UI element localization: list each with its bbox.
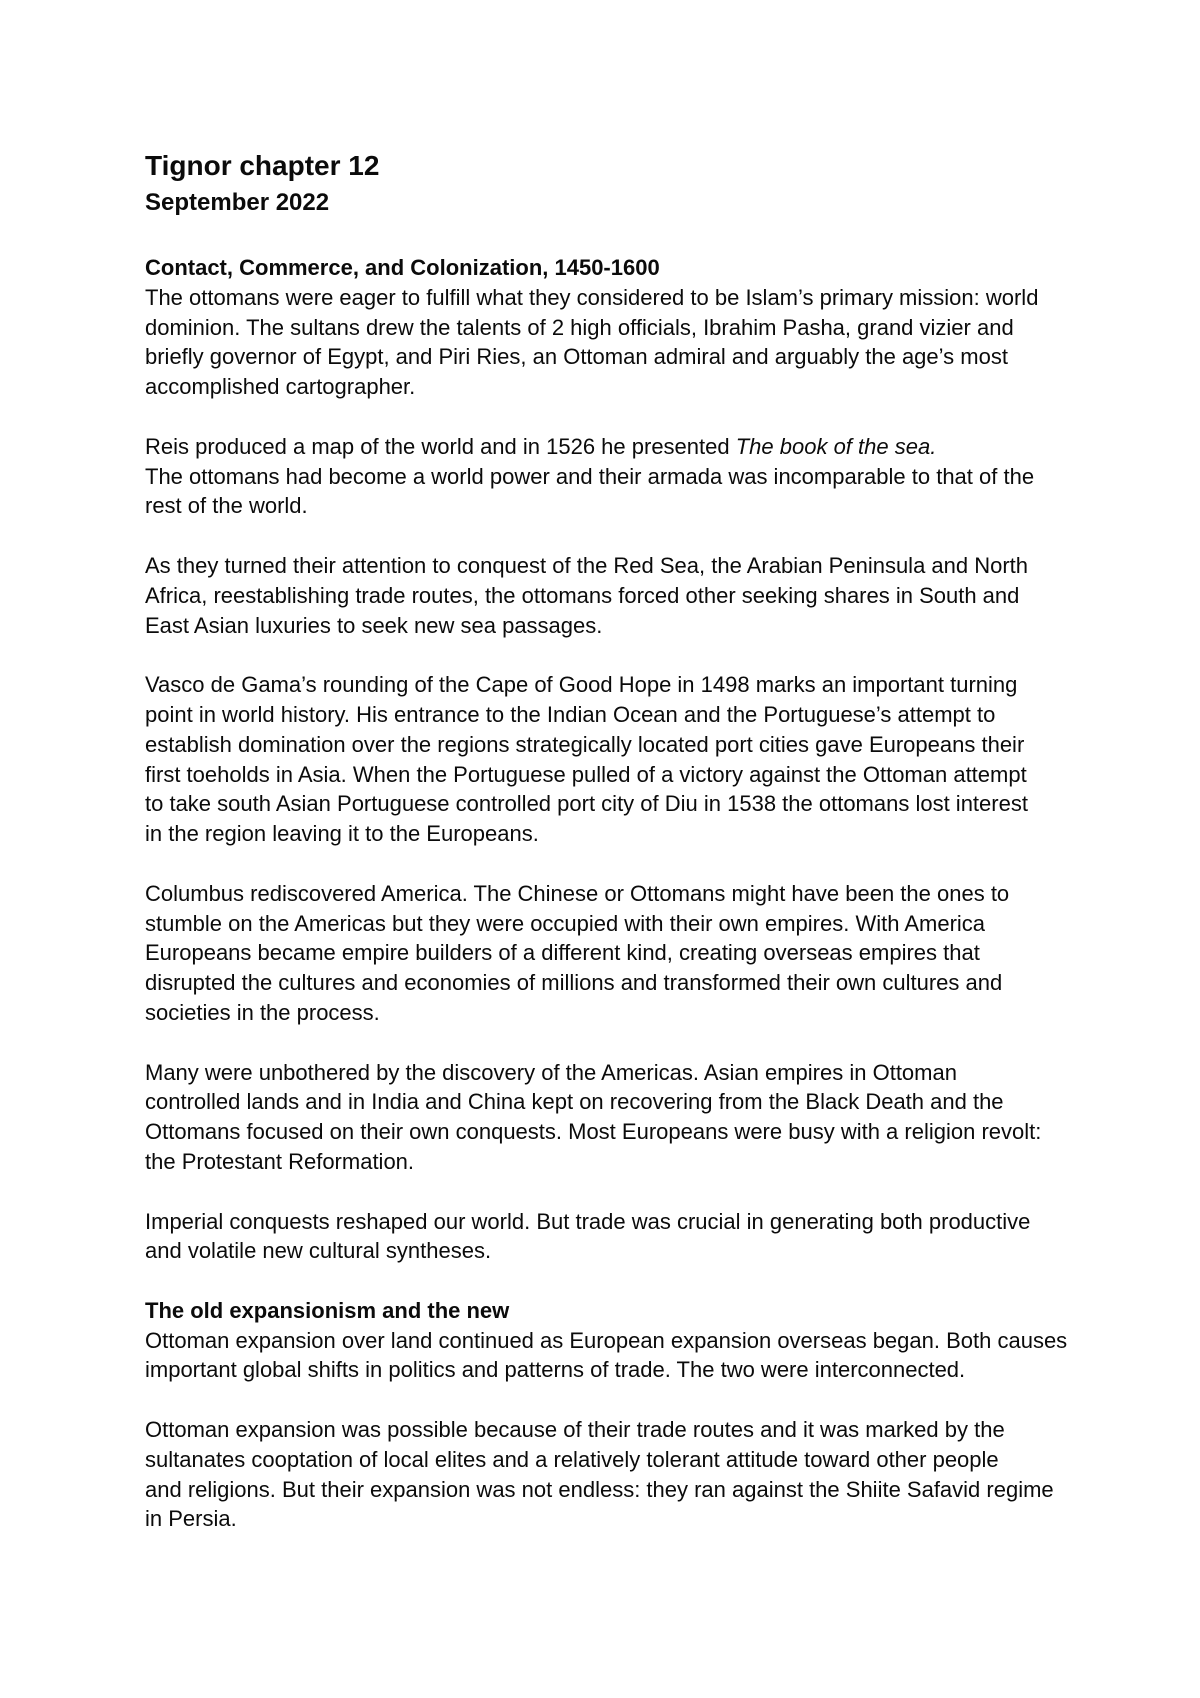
- text-line: rest of the world.: [145, 493, 308, 519]
- section: [145, 253, 1155, 1266]
- text-line: [145, 432, 1155, 462]
- document-title: Tignor chapter 12: [145, 150, 380, 181]
- text-line: disrupted the cultures and economies of millions and transformed their own cultures and: [145, 970, 1003, 996]
- paragraph: [145, 879, 1155, 1028]
- document-date: September 2022: [145, 189, 330, 216]
- text-line: societies in the process.: [145, 999, 380, 1025]
- text-line: first toeholds in Asia. When the Portuguese pulled of a victory against the Ottoman attempt: [145, 761, 1027, 787]
- text-line: in the region leaving it to the Europeans.: [145, 821, 539, 847]
- text-line: The ottomans were eager to fulfill what they considered to be Islam’s primary mission: world: [145, 284, 1039, 310]
- text-line: in Persia.: [145, 1506, 237, 1532]
- text-line: Europeans became empire builders of a different kind, creating overseas empires that: [145, 940, 980, 966]
- text-line: Ottomans focused on their own conquests. Most Europeans were busy with a religion revolt:: [145, 1119, 1042, 1145]
- text-line: and religions. But their expansion was not endless: they ran against the Shiite Safavid regime: [145, 1476, 1054, 1502]
- text-line: East Asian luxuries to seek new sea passages.: [145, 612, 603, 638]
- text-line: stumble on the Americas but they were occupied with their own empires. With America: [145, 910, 986, 936]
- paragraph: [145, 1415, 1155, 1534]
- text-line: The ottomans had become a world power and their armada was incomparable to that of the: [145, 463, 1035, 489]
- section: [145, 1296, 1155, 1534]
- text-line: Many were unbothered by the discovery of the Americas. Asian empires in Ottoman: [145, 1059, 957, 1085]
- document-body: [145, 253, 1155, 1564]
- text-line: important global shifts in politics and patterns of trade. The two were interconnected.: [145, 1357, 966, 1383]
- text-line: briefly governor of Egypt, and Piri Ries, an Ottoman admiral and arguably the age’s most: [145, 344, 1008, 370]
- text-line: sultanates cooptation of local elites and a relatively tolerant attitude toward other people: [145, 1446, 999, 1472]
- text-line: dominion. The sultans drew the talents of 2 high officials, Ibrahim Pasha, grand vizier and: [145, 314, 1014, 340]
- paragraph: [145, 1058, 1155, 1177]
- paragraph: [145, 670, 1155, 849]
- paragraph: [145, 283, 1155, 402]
- text-line: accomplished cartographer.: [145, 374, 416, 400]
- text-line: Ottoman expansion over land continued as European expansion overseas began. Both causes: [145, 1327, 1068, 1353]
- text-line: and volatile new cultural syntheses.: [145, 1238, 492, 1264]
- text-line: Ottoman expansion was possible because of their trade routes and it was marked by the: [145, 1417, 1005, 1443]
- paragraph: [145, 1326, 1155, 1386]
- paragraph: [145, 1207, 1155, 1267]
- paragraph: [145, 432, 1155, 521]
- section-heading: The old expansionism and the new: [145, 1297, 510, 1323]
- book-title-italic: The book of the sea.: [735, 433, 937, 459]
- text-segment: Reis produced a map of the world and in 1526 he presented: [145, 433, 736, 459]
- text-line: Africa, reestablishing trade routes, the ottomans forced other seeking shares in South and: [145, 582, 1020, 608]
- text-line: controlled lands and in India and China kept on recovering from the Black Death and the: [145, 1089, 1004, 1115]
- section-heading: Contact, Commerce, and Colonization, 1450-1600: [145, 255, 660, 280]
- text-line: As they turned their attention to conquest of the Red Sea, the Arabian Peninsula and North: [145, 552, 1029, 578]
- text-line: Vasco de Gama’s rounding of the Cape of Good Hope in 1498 marks an important turning: [145, 672, 1018, 698]
- text-line: Imperial conquests reshaped our world. But trade was crucial in generating both productive: [145, 1208, 1031, 1234]
- text-line: establish domination over the regions strategically located port cities gave Europeans their: [145, 731, 1025, 757]
- text-line: to take south Asian Portuguese controlled port city of Diu in 1538 the ottomans lost interest: [145, 791, 1028, 817]
- text-line: the Protestant Reformation.: [145, 1148, 415, 1174]
- text-line: point in world history. His entrance to the Indian Ocean and the Portuguese’s attempt to: [145, 701, 996, 727]
- text-line: Columbus rediscovered America. The Chinese or Ottomans might have been the ones to: [145, 880, 1010, 906]
- paragraph: [145, 551, 1155, 640]
